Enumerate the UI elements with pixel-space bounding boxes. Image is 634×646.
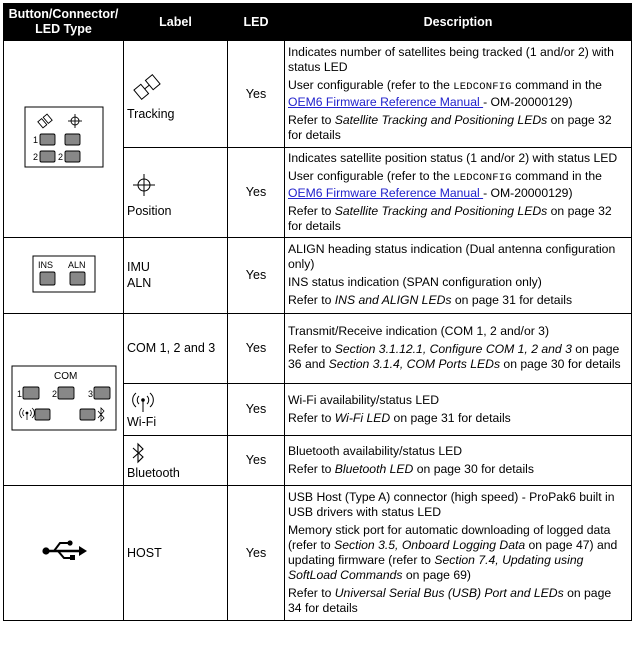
section-reference: Universal Serial Bus (USB) Port and LEDs (334, 585, 564, 600)
ins-aln-led-panel-diagram (32, 255, 96, 293)
desc-bluetooth (285, 436, 632, 486)
desc-text: on page 31 for details (451, 293, 573, 307)
desc-text: on page 32 for details (288, 112, 612, 142)
table-row-imu-aln (4, 238, 632, 314)
desc-text: Refer to (288, 585, 335, 600)
desc-wifi (285, 384, 632, 436)
section-reference: Wi-Fi LED (334, 410, 391, 425)
device-usb-host (4, 486, 124, 621)
label-position: Position (127, 204, 172, 218)
desc-position-line3 (288, 204, 628, 234)
desc-text: Refer to (288, 461, 335, 476)
desc-text: Refer to (288, 293, 335, 307)
label-wifi: Wi-Fi (127, 415, 157, 429)
table-row-host (4, 486, 632, 621)
led-position-2 (65, 151, 80, 162)
oem6-manual-link[interactable]: OEM6 Firmware Reference Manual (288, 94, 484, 109)
com-led-panel-diagram (10, 365, 118, 431)
desc-text: Refer to (288, 203, 335, 218)
led-imu-aln: Yes (228, 238, 285, 314)
led-com-3 (94, 387, 110, 399)
header-description: Description (285, 4, 632, 41)
desc-imu-line2: INS status indication (SPAN configuration only) (288, 275, 542, 289)
section-reference: Satellite Tracking and Positioning LEDs (334, 203, 548, 218)
led-host: Yes (228, 486, 285, 621)
label-cell-tracking (124, 41, 228, 148)
label-cell-position (124, 148, 228, 238)
device-panel-ins (4, 238, 124, 314)
desc-host-line2 (288, 523, 628, 583)
led-com-2 (58, 387, 74, 399)
position-crosshair-icon (131, 172, 157, 198)
desc-text: on page 32 for details (288, 203, 612, 233)
desc-tracking-line3 (288, 113, 628, 143)
desc-text: Memory stick port for automatic downloading of logged data (refer to (288, 522, 611, 552)
desc-bluetooth-line1: Bluetooth availability/status LED (288, 443, 463, 458)
desc-text: command in the (511, 77, 602, 92)
desc-text: Refer to (288, 410, 335, 425)
table-row-com (4, 314, 632, 384)
ledconfig-command: LEDCONFIG (453, 171, 512, 184)
desc-wifi-line2 (288, 411, 628, 426)
desc-text: User configurable (refer to the (288, 168, 454, 183)
desc-com-line2 (288, 342, 628, 372)
led-position: Yes (228, 148, 285, 238)
desc-text: command in the (511, 168, 602, 183)
desc-host-line1: USB Host (Type A) connector (high speed) - ProPak6 built in USB drivers with status LED (288, 489, 615, 519)
device-panel-com (4, 314, 124, 486)
desc-host-line3 (288, 586, 628, 616)
desc-text: - OM-20000129) (483, 94, 573, 109)
label-tracking: Tracking (127, 106, 175, 121)
desc-host (285, 486, 632, 621)
led-com: Yes (228, 314, 285, 384)
usb-icon (41, 539, 87, 563)
section-reference: Section 3.1.12.1, Configure COM 1, 2 and 3 (334, 342, 572, 356)
gnss-led-panel-diagram (19, 105, 109, 169)
ins-text: INS (37, 259, 53, 270)
wifi-icon (130, 391, 156, 413)
section-reference: Section 7.4, Updating using SoftLoad Commands (288, 552, 584, 582)
led-ins (40, 272, 55, 285)
desc-text: on page 30 for details (413, 461, 534, 476)
desc-text: on page 34 for details (288, 585, 612, 615)
desc-imu-line1: ALIGN heading status indication (Dual antenna configuration only) (288, 242, 616, 271)
label-aln: ALN (127, 276, 152, 290)
desc-bluetooth-line2 (288, 462, 628, 477)
ledconfig-command: LEDCONFIG (453, 80, 512, 93)
table-row-tracking (4, 41, 632, 148)
led-bluetooth (80, 409, 95, 420)
device-panel-gnss (4, 41, 124, 238)
label-cell-bluetooth (124, 436, 228, 486)
desc-text: Refer to (288, 112, 335, 127)
com-number-2: 2 (51, 388, 57, 399)
led-number-1: 1 (32, 135, 38, 145)
label-cell-com (124, 314, 228, 384)
led-tracking-1 (40, 134, 55, 145)
desc-imu-aln (285, 238, 632, 314)
desc-com-line1: Transmit/Receive indication (COM 1, 2 and/or 3) (288, 324, 550, 338)
led-aln (70, 272, 85, 285)
label-imu: IMU (127, 260, 150, 274)
desc-text: on page 69) (402, 567, 471, 582)
label-cell-host (124, 486, 228, 621)
desc-text: User configurable (refer to the (288, 77, 454, 92)
section-reference: INS and ALIGN LEDs (334, 293, 452, 307)
desc-com (285, 314, 632, 384)
tracking-icon (131, 73, 163, 101)
led-number-2b: 2 (57, 152, 63, 162)
led-tracking-2 (40, 151, 55, 162)
section-reference: Bluetooth LED (334, 461, 414, 476)
desc-text: on page 30 for details (500, 357, 621, 371)
com-number-1: 1 (16, 388, 22, 399)
header-row (4, 4, 632, 41)
led-wifi (35, 409, 50, 420)
led-bluetooth-status: Yes (228, 436, 285, 486)
desc-imu-line3 (288, 293, 628, 308)
desc-text: Refer to (288, 342, 335, 356)
desc-text: - OM-20000129) (483, 185, 573, 200)
desc-wifi-line1: Wi-Fi availability/status LED (288, 392, 440, 407)
led-wifi-status: Yes (228, 384, 285, 436)
desc-text: on page 36 and (288, 342, 620, 371)
com-text: COM (53, 370, 77, 382)
header-label: Label (124, 4, 228, 41)
led-com-1 (23, 387, 39, 399)
desc-tracking-line1: Indicates number of satellites being tracked (1 and/or 2) with status LED (288, 44, 614, 74)
led-number-2: 2 (32, 152, 38, 162)
aln-text: ALN (67, 259, 86, 270)
desc-text: on page 47) and updating firmware (refer to (288, 537, 618, 567)
label-bluetooth: Bluetooth (127, 466, 180, 480)
label-cell-imu-aln (124, 238, 228, 314)
com-number-3: 3 (87, 388, 93, 399)
section-reference: Satellite Tracking and Positioning LEDs (334, 112, 548, 127)
bluetooth-icon (131, 442, 147, 464)
header-device-type: Button/Connector/ LED Type (4, 4, 124, 41)
label-com: COM 1, 2 and 3 (127, 341, 216, 355)
desc-text: on page 31 for details (390, 410, 511, 425)
desc-tracking-line2 (288, 78, 628, 110)
section-reference: Section 3.5, Onboard Logging Data (334, 537, 526, 552)
desc-position-line2 (288, 169, 628, 201)
desc-tracking (285, 41, 632, 148)
desc-position-line1: Indicates satellite position status (1 and/or 2) with status LED (288, 150, 618, 165)
section-reference: Section 3.1.4, COM Ports LEDs (328, 357, 501, 371)
led-reference-table (3, 3, 632, 621)
label-host: HOST (127, 545, 162, 560)
desc-position (285, 148, 632, 238)
header-led: LED (228, 4, 285, 41)
led-tracking: Yes (228, 41, 285, 148)
led-position-1 (65, 134, 80, 145)
label-cell-wifi (124, 384, 228, 436)
oem6-manual-link[interactable]: OEM6 Firmware Reference Manual (288, 185, 484, 200)
